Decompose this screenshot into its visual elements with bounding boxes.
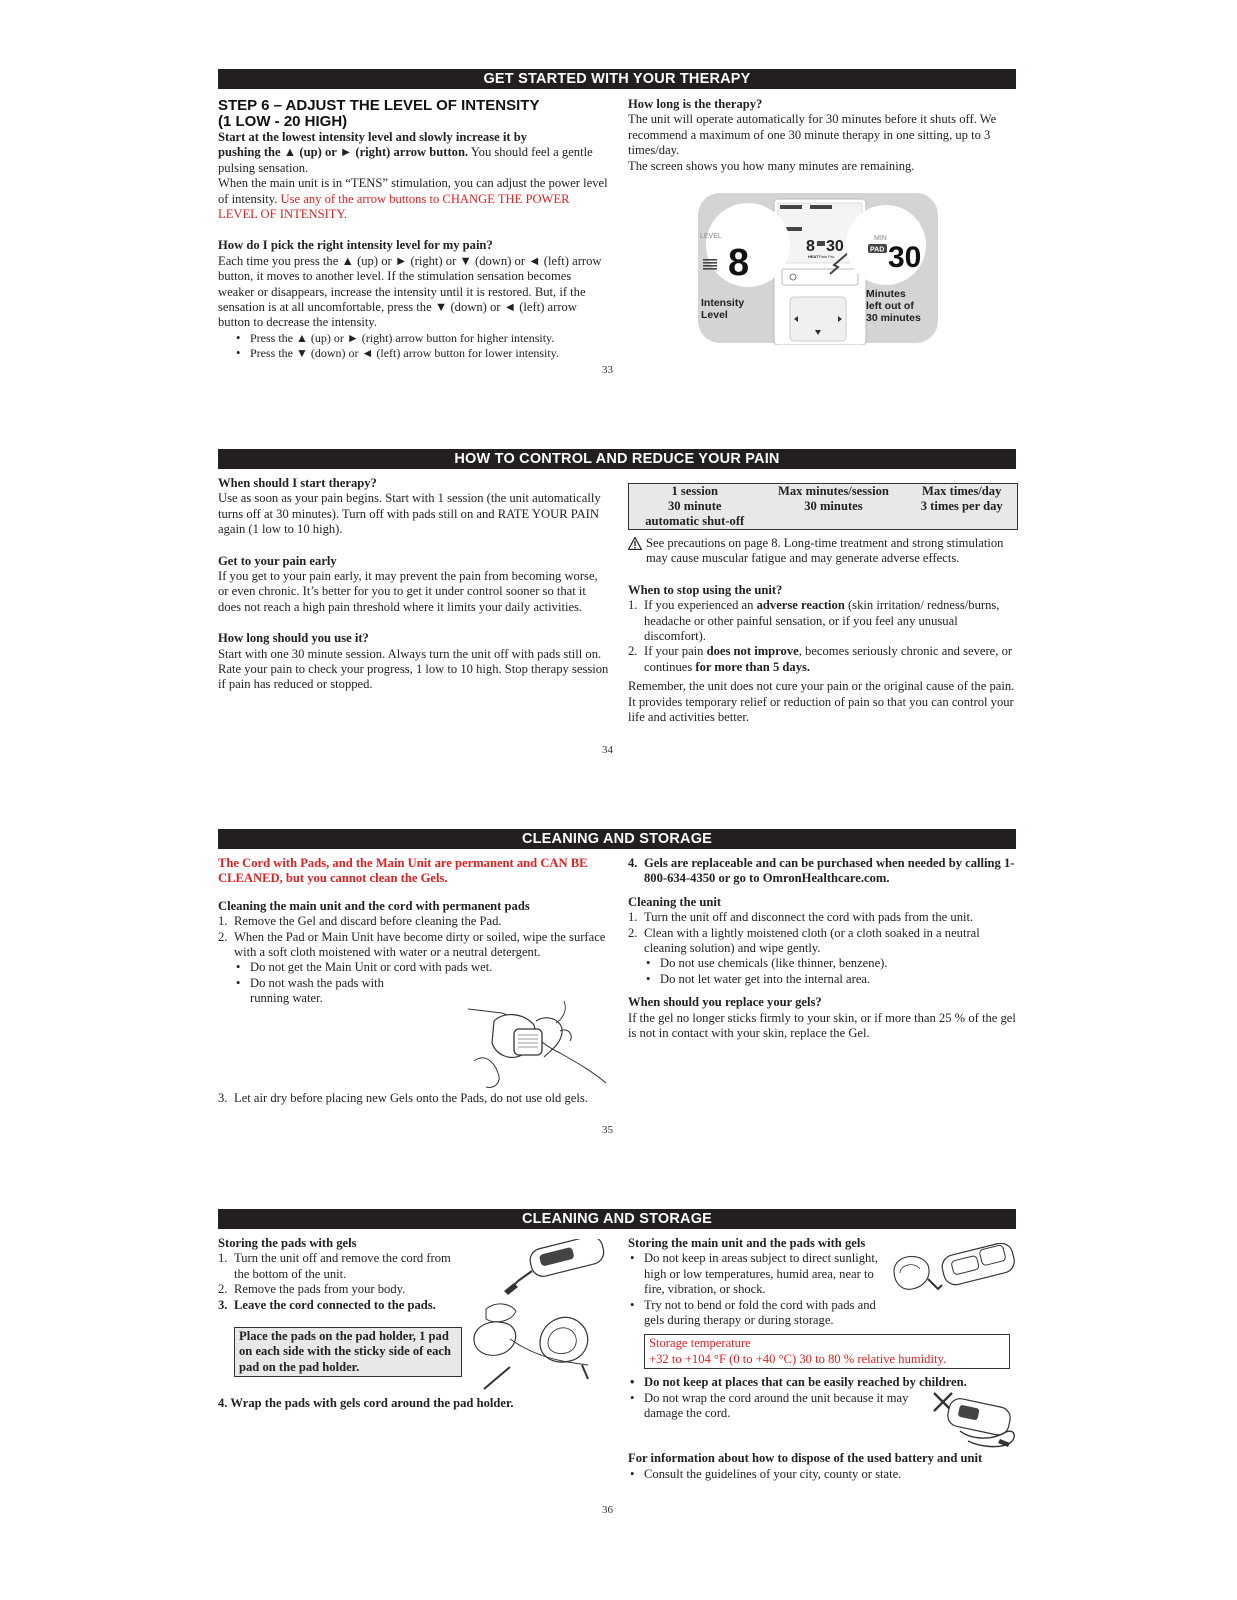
bold-text: adverse reaction: [756, 598, 845, 613]
text: , becomes seriously chronic and severe, or continues: [644, 644, 1013, 674]
bullet-text: Do not keep at places that can be easily reached by children.: [644, 1375, 967, 1390]
tens-paragraph: [218, 176, 610, 222]
list-item: 1. If you experienced an adverse reaction (skin irritation/ redness/burns, headache or other painful sensation, or if you feel any unusual discomfort).: [628, 598, 1000, 644]
list-item: • Do not wrap the cord around the unit because it may damage the cord.: [630, 1390, 909, 1421]
washing-pad-illustration: [464, 991, 610, 1091]
device-min-digits: 30: [826, 238, 844, 255]
no-wrap-cord-illustration: [930, 1389, 1020, 1449]
store-step-4: 4. Wrap the pads with gels cord around the pad holder.: [218, 1396, 514, 1410]
unit-steps: [628, 910, 1018, 956]
list-item: • Do not get the Main Unit or cord with pads wet.: [236, 960, 493, 975]
tens-red-text: Use any of the arrow buttons to CHANGE THE POWER LEVEL OF INTENSITY.: [218, 191, 570, 222]
store-main-heading: Storing the main unit and the pads with gels: [628, 1236, 866, 1250]
page-number: 36: [602, 1504, 613, 1516]
cell-line: Max times/day: [922, 484, 1002, 498]
step-text: Leave the cord connected to the pads.: [234, 1297, 436, 1312]
stop-heading: When to stop using the unit?: [628, 582, 783, 597]
list-item: • Do not use chemicals (like thinner, benzene).: [646, 956, 888, 971]
page-33: [218, 69, 1016, 379]
bullet-text: Do not keep in areas subject to direct sunlight, high or low temperatures, humid area, near to fire, vibration, or shock.: [644, 1251, 878, 1297]
minutes-label-2: left out of: [866, 300, 914, 312]
device-body-tab: [810, 205, 832, 209]
list-item: • Try not to bend or fold the cord with pads and gels during therapy or during storage.: [630, 1297, 876, 1328]
list-item: 2. If your pain does not improve, becomes seriously chronic and severe, or continues for more than 5 days.: [628, 644, 1013, 674]
session-table: [628, 483, 1018, 530]
list-item: 4. Gels are replaceable and can be purchased when needed by calling 1-800-634-4350 or go to OmronHealthcare.com.: [628, 856, 1015, 886]
list-item: 3. Let air dry before placing new Gels onto the Pads, do not use old gels.: [218, 1091, 588, 1105]
bullet-text: Do not let water get into the internal area.: [660, 971, 871, 986]
cell-line: automatic shut-off: [645, 514, 745, 528]
page-number: 35: [602, 1124, 613, 1136]
text: (skin irritation/ redness/burns, headache or other painful sensation, or if you feel any unusual discomfort).: [644, 598, 1000, 644]
temp-value: +32 to +104 °F (0 to +40 °C) 30 to 80 % relative humidity.: [649, 1351, 947, 1366]
pick-heading: How do I pick the right intensity level for my pain?: [218, 238, 493, 253]
step-title-line1: STEP 6 – ADJUST THE LEVEL OF INTENSITY: [218, 97, 540, 114]
table-cell-max-times: [906, 484, 1017, 530]
unit-bullets: [628, 956, 1018, 987]
step-text: Turn the unit off and remove the cord from the bottom of the unit.: [234, 1251, 451, 1281]
pad-badge-text: PAD: [870, 246, 885, 254]
list-item: • Do not keep in areas subject to direct sunlight, high or low temperatures, humid area, near to fire, vibration, or shock.: [630, 1251, 878, 1297]
step-title: [218, 98, 610, 130]
page-number: 33: [602, 364, 613, 376]
intensity-label: Intensity: [701, 297, 745, 309]
when-heading: When should I start therapy?: [218, 476, 377, 490]
cell-line: 1 session: [671, 484, 718, 498]
how-long-heading: How long is the therapy?: [628, 97, 763, 111]
list-item: • Press the ▲ (up) or ► (right) arrow button for higher intensity.: [236, 330, 555, 345]
section-banner: CLEANING AND STORAGE: [218, 829, 1016, 849]
table-cell-max-minutes: [760, 484, 906, 530]
text: If your pain: [644, 644, 707, 659]
intensity-label-2: Level: [701, 309, 728, 321]
list-item: • Do not wash the pads with running water.: [236, 975, 384, 1006]
pick-text: Each time you press the ▲ (up) or ► (right) or ▼ (down) or ◄ (left) arrow button, it moves to another level. If the stimulation sensation becomes weaker or disappears, increase the intensity until it is restored. But, if the sensation is at all uncomfortable, press the ▼ (down) or ◄ (left) arrow button to decrease the intensity.: [218, 253, 602, 330]
list-item: • Consult the guidelines of your city, county or state.: [630, 1466, 902, 1481]
page-number: 34: [602, 744, 613, 756]
list-item: 2. Clean with a lightly moistened cloth (or a cloth soaked in a neutral cleaning solution) and wipe gently.: [628, 925, 980, 956]
right-column: [628, 483, 1018, 725]
cell-line: 3 times per day: [920, 499, 1003, 513]
screen-text: The screen shows you how many minutes are remaining.: [628, 158, 915, 173]
early-text: If you get to your pain early, it may prevent the pain from becoming worse, or even chronic. It’s better for you to get it under control sooner so that it does not reach a high pain threshold where it limits your daily activities.: [218, 569, 598, 614]
page-36: [218, 1209, 1016, 1519]
step-text: Turn the unit off and disconnect the cord with pads from the unit.: [644, 910, 974, 925]
store-main-bullets: [628, 1251, 896, 1328]
tens-text: When the main unit is in “TENS” stimulation, you can adjust the power level of intensity.: [218, 176, 608, 206]
replace-text: If the gel no longer sticks firmly to your skin, or if more than 25 % of the gel is not in contact with your skin, replace the Gel.: [628, 1010, 1016, 1041]
storage-temperature-box: [644, 1334, 1010, 1369]
intensity-bullets: [218, 331, 610, 362]
list-item: • Press the ▼ (down) or ◄ (left) arrow button for lower intensity.: [236, 346, 559, 361]
temp-label: Storage temperature: [649, 1336, 751, 1351]
bold-text: does not improve: [706, 644, 799, 659]
step-text: Remove the Gel and discard before cleaning the Pad.: [234, 914, 502, 929]
intro-rest: You should feel a gentle pulsing sensation.: [218, 145, 593, 175]
minutes-digits: 30: [888, 241, 922, 274]
step-text: When the Pad or Main Unit have become dirty or soiled, wipe the surface with a soft cloth moistened with water or a neutral detergent.: [234, 929, 606, 960]
cell-line: Max minutes/session: [777, 484, 889, 498]
dispose-list: [628, 1467, 1018, 1482]
pad-holder-note-text: Place the pads on the pad holder, 1 pad on each side with the sticky side of each pad on the pad holder.: [239, 1329, 451, 1374]
warning-note: [628, 536, 1018, 567]
section-banner: CLEANING AND STORAGE: [218, 1209, 1016, 1229]
device-level-digit: 8: [806, 238, 815, 255]
pad-holder-illustration: [464, 1239, 614, 1399]
intro-paragraph: [218, 130, 610, 176]
warning-icon: [628, 537, 642, 550]
gels-step: [628, 856, 1018, 887]
step-text: Remove the pads from your body.: [234, 1282, 406, 1297]
remember-text: Remember, the unit does not cure your pain or the original cause of the pain. It provides temporary relief or reduction of pain so that you can control your life and activities better.: [628, 679, 1015, 725]
left-column-bottom: [218, 1091, 610, 1106]
store-pads-heading: Storing the pads with gels: [218, 1236, 357, 1250]
right-column: [628, 97, 1018, 174]
device-pad-tag: [817, 241, 825, 246]
bullet-text: Press the ▲ (up) or ► (right) arrow button for higher intensity.: [250, 330, 555, 345]
early-heading: Get to your pain early: [218, 553, 337, 568]
text: If you experienced an: [644, 598, 757, 613]
list-item: 3. Leave the cord connected to the pads.: [218, 1297, 436, 1312]
list-item: 1. Turn the unit off and disconnect the cord with pads from the unit.: [628, 910, 974, 925]
intensity-timer-figure: [698, 193, 938, 345]
level-digit: 8: [728, 242, 750, 284]
how-long-text: The unit will operate automatically for 30 minutes before it shuts off. We recommend a maximum of one 30 minute therapy in one sitting, up to 3 times/day.: [628, 112, 997, 158]
clean-step-3: [218, 1091, 610, 1106]
device-mode-tab: [780, 205, 802, 209]
unit-storage-illustration: [890, 1243, 1018, 1303]
cell-line: 30 minute: [667, 499, 722, 513]
left-column: [218, 856, 610, 1007]
list-item: 1. Turn the unit off and remove the cord from the bottom of the unit.: [218, 1251, 451, 1281]
level-label: LEVEL: [700, 233, 722, 240]
when-text: Use as soon as your pain begins. Start with 1 session (the unit automatically turns off at 30 minutes). Turn off with pads still on and RATE YOUR PAIN again (1 low to 10 high).: [218, 491, 601, 537]
list-item: 2. When the Pad or Main Unit have become dirty or soiled, wipe the surface with a soft cloth moistened with water or a neutral detergent.: [218, 929, 606, 960]
min-label: MIN: [874, 235, 887, 242]
bullet-text: Do not use chemicals (like thinner, benzene).: [660, 956, 888, 971]
list-item: 1. Remove the Gel and discard before cleaning the Pad.: [218, 914, 502, 929]
warning-text: See precautions on page 8. Long-time treatment and strong stimulation may cause muscular fatigue and may generate adverse effects.: [646, 536, 1004, 566]
red-intro: The Cord with Pads, and the Main Unit are permanent and CAN BE CLEANED, but you cannot clean the Gels.: [218, 856, 588, 886]
bullet-text: Do not wrap the cord around the unit because it may damage the cord.: [644, 1390, 909, 1421]
page-35: [218, 829, 1016, 1139]
step-text: Let air dry before placing new Gels onto the Pads, do not use old gels.: [234, 1091, 588, 1105]
bullet-text: Press the ▼ (down) or ◄ (left) arrow button for lower intensity.: [250, 346, 559, 361]
list-item: • Do not let water get into the internal area.: [646, 971, 871, 986]
store-steps: [218, 1251, 458, 1313]
replace-heading: When should you replace your gels?: [628, 995, 822, 1010]
long-heading: How long should you use it?: [218, 631, 369, 646]
section-banner: HOW TO CONTROL AND REDUCE YOUR PAIN: [218, 449, 1016, 469]
step-text: Clean with a lightly moistened cloth (or a cloth soaked in a neutral cleaning solution) and wipe gently.: [644, 925, 980, 956]
bullet-text: Do not wash the pads with running water.: [250, 975, 384, 1006]
step-text: Wrap the pads with gels cord around the pad holder.: [230, 1396, 514, 1410]
bullet-text: Consult the guidelines of your city, county or state.: [644, 1466, 902, 1481]
bold-text: for more than 5 days.: [695, 659, 811, 674]
device-button-row: [782, 269, 858, 285]
cell-line: 30 minutes: [804, 499, 863, 513]
clean-steps: [218, 914, 610, 960]
step-title-line2: (1 LOW - 20 HIGH): [218, 113, 348, 130]
left-column: [218, 98, 610, 362]
minutes-label-1: Minutes: [866, 288, 906, 300]
left-column: [218, 476, 610, 693]
intro-bold-2: pushing the ▲ (up) or ► (right) arrow button.: [218, 145, 469, 160]
bullet-text: Try not to bend or fold the cord with pads and gels during therapy or during storage.: [644, 1297, 876, 1328]
dispose-heading: For information about how to dispose of the used battery and unit: [628, 1451, 983, 1466]
list-item: 2. Remove the pads from your body.: [218, 1282, 406, 1297]
bullet-text: Do not get the Main Unit or cord with pads wet.: [250, 960, 493, 975]
list-item: • Do not keep at places that can be easily reached by children.: [630, 1375, 967, 1390]
step-text: Gels are replaceable and can be purchased when needed by calling 1-800-634-4350 or go to OmronHealthcare.com.: [644, 856, 1015, 886]
device-model: Pain Pro: [819, 254, 835, 259]
right-column: [628, 856, 1018, 1041]
left-column: [218, 1236, 458, 1313]
clean-heading: Cleaning the main unit and the cord with permanent pads: [218, 898, 530, 913]
minutes-label-3: 30 minutes: [866, 312, 921, 324]
section-banner: GET STARTED WITH YOUR THERAPY: [218, 69, 1016, 89]
device-brand: HEAT: [808, 254, 819, 259]
long-text: Start with one 30 minute session. Always turn the unit off with pads still on. Rate your pain to check your progress, 1 low to 10 high. Stop therapy session if pain has reduced or stopped.: [218, 646, 609, 692]
table-cell-session: [629, 484, 761, 530]
intro-bold-1: Start at the lowest intensity level and slowly increase it by: [218, 130, 527, 144]
pad-holder-note: [234, 1327, 462, 1377]
page-34: [218, 449, 1016, 759]
stop-list: [628, 598, 1018, 675]
unit-heading: Cleaning the unit: [628, 894, 722, 909]
